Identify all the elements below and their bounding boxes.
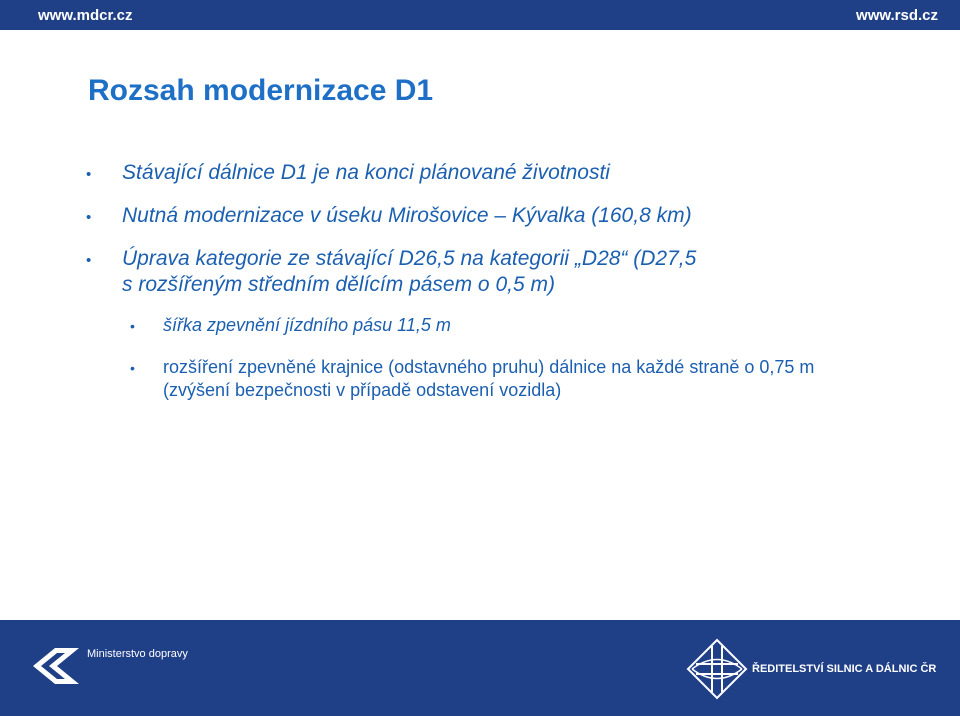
bullet-dot-icon: • bbox=[86, 209, 92, 226]
bullet-text: Úprava kategorie ze stávající D26,5 na kategorii „D28“ (D27,5 s rozšířeným středním dělícím pásem o 0,5 m) bbox=[122, 247, 697, 296]
rsd-logo-icon bbox=[686, 638, 748, 700]
sub-bullet-dot-icon: • bbox=[130, 318, 135, 334]
bullet-dot-icon: • bbox=[86, 166, 92, 183]
rsd-url-link[interactable]: www.rsd.cz bbox=[856, 7, 938, 24]
sub-bullet-text: šířka zpevnění jízdního pásu 11,5 m bbox=[163, 315, 451, 335]
top-bar bbox=[0, 0, 960, 30]
sub-bullet-text: rozšíření zpevněné krajnice (odstavného pruhu) dálnice na každé straně o 0,75 m (zvýšení bezpečnosti v případě odstavení vozidla) bbox=[163, 357, 815, 400]
rsd-logo-text: ŘEDITELSTVÍ SILNIC A DÁLNIC ČR bbox=[752, 663, 937, 675]
slide-title: Rozsah modernizace D1 bbox=[88, 74, 434, 107]
bullet-dot-icon: • bbox=[86, 252, 92, 269]
ministry-of-transport-logo-icon bbox=[33, 648, 79, 684]
sub-bullet-dot-icon: • bbox=[130, 360, 135, 376]
bullet-text: Stávající dálnice D1 je na konci plánované životnosti bbox=[122, 161, 610, 184]
mdcr-url-link[interactable]: www.mdcr.cz bbox=[38, 7, 133, 24]
ministry-logo-text: Ministerstvo dopravy bbox=[87, 648, 188, 660]
bullet-text: Nutná modernizace v úseku Mirošovice – Kývalka (160,8 km) bbox=[122, 204, 692, 227]
footer-bar bbox=[0, 620, 960, 716]
